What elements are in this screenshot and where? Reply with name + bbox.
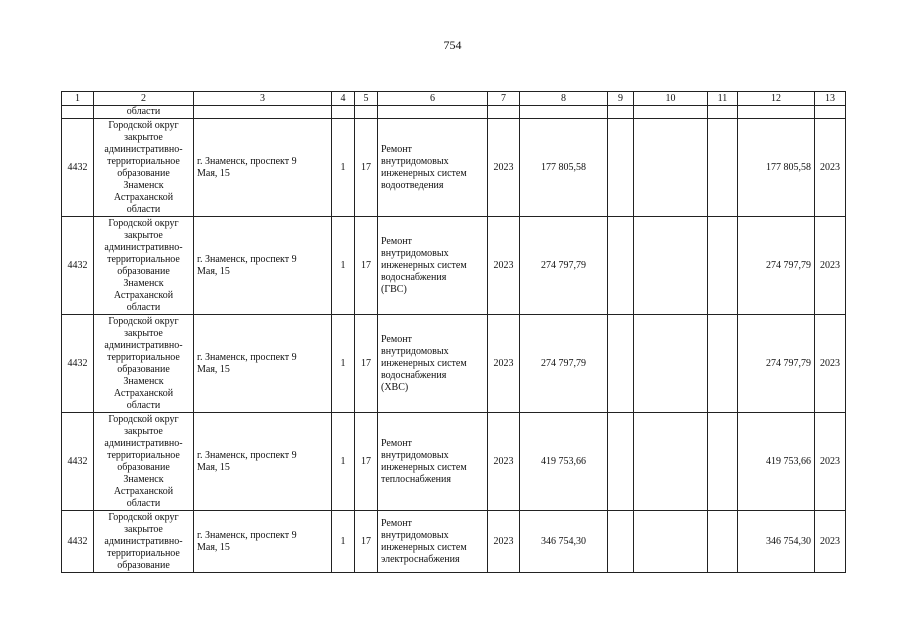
year-cell: 2023 (488, 413, 520, 511)
municipality-cell: Городской округ закрытое административно- территориальное образование Знаменск Астраханской области (94, 413, 194, 511)
column-5-cell: 17 (355, 511, 378, 573)
column-header: 12 (738, 92, 815, 106)
year-cell: 2023 (488, 315, 520, 413)
column-9-cell (608, 217, 634, 315)
table-row (62, 119, 846, 217)
municipality-cell: Городской округ закрытое административно- территориальное образование Знаменск Астраханской области (94, 315, 194, 413)
cost-cell: 346 754,30 (520, 511, 608, 573)
column-11-cell (708, 119, 738, 217)
end-year-cell: 2023 (815, 217, 846, 315)
row-number-cell: 4432 (62, 413, 94, 511)
column-11-cell (708, 511, 738, 573)
column-10-cell (634, 315, 708, 413)
table-row (62, 511, 846, 573)
work-type-cell: Ремонт внутридомовых инженерных систем водоотведения (378, 119, 488, 217)
cost-cell: 419 753,66 (520, 413, 608, 511)
address-cell: г. Знаменск, проспект 9 Мая, 15 (194, 217, 332, 315)
address-cell: г. Знаменск, проспект 9 Мая, 15 (194, 119, 332, 217)
column-header: 13 (815, 92, 846, 106)
municipality-cell: Городской округ закрытое административно- территориальное образование Знаменск Астраханской области (94, 217, 194, 315)
total-cost-cell: 274 797,79 (738, 217, 815, 315)
end-year-cell: 2023 (815, 119, 846, 217)
municipality-cell: Городской округ закрытое административно- территориальное образование (94, 511, 194, 573)
column-9-cell (608, 511, 634, 573)
column-9-cell (608, 413, 634, 511)
continued-municipality-cell: области (94, 106, 194, 119)
table-row (62, 413, 846, 511)
column-5-cell: 17 (355, 315, 378, 413)
municipality-cell: Городской округ закрытое административно- территориальное образование Знаменск Астраханской области (94, 119, 194, 217)
row-number-cell: 4432 (62, 217, 94, 315)
work-type-cell: Ремонт внутридомовых инженерных систем водоснабжения (ГВС) (378, 217, 488, 315)
column-4-cell: 1 (332, 119, 355, 217)
row-number-cell: 4432 (62, 119, 94, 217)
continued-row (62, 106, 846, 119)
column-header: 5 (355, 92, 378, 106)
column-5-cell: 17 (355, 413, 378, 511)
column-header: 2 (94, 92, 194, 106)
cost-cell: 274 797,79 (520, 217, 608, 315)
column-header: 11 (708, 92, 738, 106)
column-10-cell (634, 217, 708, 315)
work-type-cell: Ремонт внутридомовых инженерных систем водоснабжения (ХВС) (378, 315, 488, 413)
address-cell: г. Знаменск, проспект 9 Мая, 15 (194, 511, 332, 573)
column-11-cell (708, 315, 738, 413)
total-cost-cell: 274 797,79 (738, 315, 815, 413)
year-cell: 2023 (488, 119, 520, 217)
total-cost-cell: 419 753,66 (738, 413, 815, 511)
column-10-cell (634, 119, 708, 217)
end-year-cell: 2023 (815, 413, 846, 511)
column-9-cell (608, 119, 634, 217)
column-11-cell (708, 217, 738, 315)
column-number-row (62, 92, 846, 106)
column-header: 4 (332, 92, 355, 106)
column-header: 10 (634, 92, 708, 106)
column-header: 3 (194, 92, 332, 106)
column-header: 6 (378, 92, 488, 106)
total-cost-cell: 177 805,58 (738, 119, 815, 217)
column-10-cell (634, 511, 708, 573)
row-number-cell: 4432 (62, 511, 94, 573)
work-type-cell: Ремонт внутридомовых инженерных систем электроснабжения (378, 511, 488, 573)
column-header: 1 (62, 92, 94, 106)
column-11-cell (708, 413, 738, 511)
table-row (62, 315, 846, 413)
column-4-cell: 1 (332, 413, 355, 511)
column-4-cell: 1 (332, 217, 355, 315)
column-9-cell (608, 315, 634, 413)
work-type-cell: Ремонт внутридомовых инженерных систем теплоснабжения (378, 413, 488, 511)
year-cell: 2023 (488, 217, 520, 315)
column-header: 7 (488, 92, 520, 106)
column-4-cell: 1 (332, 511, 355, 573)
column-10-cell (634, 413, 708, 511)
year-cell: 2023 (488, 511, 520, 573)
table-row (62, 217, 846, 315)
column-5-cell: 17 (355, 217, 378, 315)
total-cost-cell: 346 754,30 (738, 511, 815, 573)
end-year-cell: 2023 (815, 315, 846, 413)
page-number: 754 (443, 38, 462, 52)
column-header: 9 (608, 92, 634, 106)
column-4-cell: 1 (332, 315, 355, 413)
cost-cell: 177 805,58 (520, 119, 608, 217)
address-cell: г. Знаменск, проспект 9 Мая, 15 (194, 413, 332, 511)
column-5-cell: 17 (355, 119, 378, 217)
registry-table (61, 91, 846, 573)
column-header: 8 (520, 92, 608, 106)
cost-cell: 274 797,79 (520, 315, 608, 413)
row-number-cell: 4432 (62, 315, 94, 413)
address-cell: г. Знаменск, проспект 9 Мая, 15 (194, 315, 332, 413)
end-year-cell: 2023 (815, 511, 846, 573)
